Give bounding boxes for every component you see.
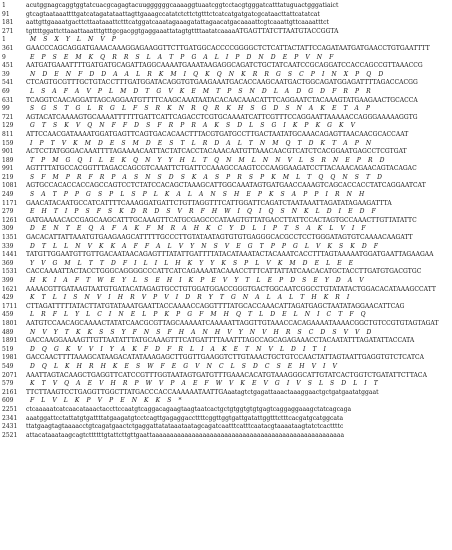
amino-acid-sequence: T P M G Q I L E K Q N Y Y H L T Q N M L N N V L S R N E P R D (30, 156, 387, 164)
position-number: 1621 (2, 285, 18, 293)
protein-row (0, 311, 452, 320)
protein-row (0, 243, 452, 252)
protein-row (0, 225, 452, 234)
amino-acid-sequence: L S A F A V P L M D T G V K E M T P S N D L A D G D F R P R (30, 87, 374, 95)
protein-row (0, 397, 452, 406)
amino-acid-sequence: K T L I S N V I H R V P V I D R Y T G N A L A L T H K R I (30, 294, 352, 302)
position-number: 1171 (2, 199, 18, 207)
nucleotide-row (0, 79, 452, 88)
position-number: 219 (2, 173, 14, 181)
position-number: 39 (2, 70, 10, 78)
protein-row (0, 36, 452, 45)
nucleotide-sequence: aattgttgaaaatgacttcttaataaattctttcatggatcaaatagaaagatattagaacatgacaaaattcgtcaaattgttcaaaatttct (26, 19, 329, 27)
position-number: 159 (2, 139, 14, 147)
position-number: 1081 (2, 182, 18, 190)
protein-row (0, 208, 452, 217)
nucleotide-row (0, 148, 452, 157)
position-number: 451 (2, 62, 14, 70)
amino-acid-sequence: D Q G K V V I Y A K F D F R L I A K E T N V L D I T I (30, 345, 329, 353)
nucleotide-sequence: gtcagtaataaattttgatcatagatataattagttgaaagccatatctcttctgtttctcatcatgatgatcgcataacttattcatatcat (26, 10, 320, 18)
position-number: 549 (2, 362, 14, 370)
nucleotide-row (0, 432, 452, 441)
sequence-figure (0, 2, 452, 440)
protein-row (0, 380, 452, 389)
nucleotide-sequence: CTTAGATTTTTATACTTATGTATAAATGAATTACCAAAACCAGGTTTTATGCACCAAACATTAGATGAGCTAATATAGGAACATTCAG (26, 302, 405, 310)
nucleotide-row (0, 423, 452, 432)
position-number: 1711 (2, 302, 18, 310)
position-number: 69 (2, 87, 10, 95)
nucleotide-sequence: ctcaaaaatcatcaacataaactaccttccaatgtcaggacagaagtaagtaatcactgctgtggtgtgtgagtcaggaggaaagctatcagcaga (26, 405, 352, 413)
nucleotide-row (0, 286, 452, 295)
position-number: 2341 (2, 414, 18, 422)
nucleotide-sequence: CACCAAAATTACTACCTGGGCAGGGGCCCATTCATCAGAAAATACAAACCTTTCATTATTATCAACACATGCTACCTTGATGTGACGTGC (26, 268, 422, 276)
protein-row (0, 88, 452, 97)
position-number: 1801 (2, 319, 18, 327)
nucleotide-row (0, 19, 452, 28)
position-number: 2251 (2, 405, 18, 413)
protein-row (0, 329, 452, 338)
nucleotide-sequence: tgttttggattcttaaattaaatttgtttgcgacggtgaggaaattatagtgttttaatatcaaaaATGAGTTATCTTAATGTACCGGTA (26, 27, 339, 35)
position-number: 459 (2, 311, 14, 319)
nucleotide-row (0, 354, 452, 363)
protein-row (0, 346, 452, 355)
position-number: 429 (2, 294, 14, 302)
protein-row (0, 363, 452, 372)
position-number: 631 (2, 96, 14, 104)
nucleotide-row (0, 2, 452, 11)
position-number: 1261 (2, 216, 18, 224)
nucleotide-row (0, 303, 452, 312)
amino-acid-sequence: S G S T G L R G L F S R K N R Q R K H S G D S N A K E T A P (30, 105, 373, 113)
protein-row (0, 260, 452, 269)
nucleotide-row (0, 97, 452, 106)
position-number: 369 (2, 259, 14, 267)
amino-acid-sequence: D Q L K H R H K E S W F E G V N C L S D C S E H V I V (30, 362, 340, 370)
position-number: 609 (2, 397, 14, 405)
position-number: 361 (2, 44, 14, 52)
amino-acid-sequence: G T S K V Q N F F D S F R P R A K S D L S G I K P K G K V (30, 122, 358, 130)
position-number: 489 (2, 328, 14, 336)
position-number: 721 (2, 113, 14, 121)
position-number: 271 (2, 27, 14, 35)
nucleotide-row (0, 182, 452, 191)
nucleotide-sequence: AATGTCCAACAGCAAAACTATATCAACGCGTTAGCAAAAATCAAAAATTAGGTTGTAAACCACAGAAAATAAAACGGCTGTCCGTGTAGTAGAT (26, 319, 439, 327)
protein-row (0, 54, 452, 63)
nucleotide-sequence: GACCAACTTTTAAAGCATAAGACATATAAAGAGCTTGGTTGAAGGTCTTGTAAACTGCTGTCCAACTATTAGTAATTGAGGTGTCTCATCA (26, 354, 425, 362)
nucleotide-row (0, 165, 452, 174)
nucleotide-row (0, 28, 452, 37)
position-number: 579 (2, 380, 14, 388)
position-number: 129 (2, 122, 14, 130)
amino-acid-sequence: M S X Y L N V P (30, 36, 119, 44)
nucleotide-row (0, 251, 452, 260)
position-number: 189 (2, 156, 14, 164)
amino-acid-sequence: D E N T E Q A F A K F M R A H K C Y D L I P T S A K L V I F (30, 225, 369, 233)
nucleotide-row (0, 114, 452, 123)
nucleotide-sequence: AAATTAGTACAAGCTGAGGTTCATCCGTTTGGTAATAGTGATGTTTGAAACACATGTAAAGGGCATTGTATCACTGGTCTGATATTCTTACA (26, 371, 427, 379)
position-number: 2071 (2, 371, 18, 379)
nucleotide-row (0, 406, 452, 415)
nucleotide-row (0, 268, 452, 277)
position-number: 1 (2, 36, 6, 44)
position-number: 2431 (2, 423, 18, 431)
nucleotide-sequence: GAACATACAATGCCATCATTTTCAAAGGATGATTCTGTTAGGTTTCATTGGATTCAGATCTAATAAATTAGATATAGAAGATTTA (26, 199, 392, 207)
nucleotide-sequence: ttatgaagtagtaaaacctgtcagatgaactctgaggattatataaataatagcagatcaatttcatttcaatacgtaaaataagtatctcacttttc (26, 423, 344, 431)
nucleotide-sequence: CTCAGTGCGTTTGCTGTACCTTTGATGGATACAGGTGTGAAGAAATGACACCAAGCAATGACTGGCAGATGGAGATTTTAGACCACGG (26, 79, 418, 87)
nucleotide-sequence: AAAACGTTGATAAGTAATGTGATACATAGAGTGCCTGTGGATGGACCGGGTGACTGGCAATCGGCCTGTATATACTGGACACATAAAGCCATT (26, 285, 436, 293)
nucleotide-sequence: GATGAAAACACCGAGCAAGCATTTGCAAAGTTCATGCGAGCCCATAAGTGTTATGACCTTATTCCACTAGTGCCAAACTTGTTATATTC (26, 216, 417, 224)
protein-row (0, 140, 452, 149)
nucleotide-sequence: TCAGGTCAACAGGATTAGCAGGAATGTTTTCAAGCAAATAATACACAACAAACATTTCAGGAATCTACAAAGTATGAAGAACTGCACCA (26, 96, 418, 104)
position-number: 9 (2, 53, 6, 61)
position-number: 1 (2, 2, 6, 9)
nucleotide-row (0, 234, 452, 243)
nucleotide-sequence: AGTGCCACACCACCAGCCAGTCCTCTATCCACAGCTAAAGCATTGGCAAATAGTGATGAACCAAAGTCAGCACCACCTATCAGGAATCAT (26, 182, 426, 190)
nucleotide-sequence: aaatggattcctattatgtgattttatgaagatgtcctcagttgagaggaccttttcggttggtgattgatattggtttctttcacgatgcatggcata (26, 414, 344, 422)
nucleotide-row (0, 389, 452, 398)
amino-acid-sequence: D T L L N V K K A F F A L V Y N S V E G T P P G L V K S K D F (30, 242, 381, 250)
position-number: 279 (2, 208, 14, 216)
protein-row (0, 71, 452, 80)
nucleotide-row (0, 337, 452, 346)
nucleotide-sequence: ATTCCAACGATAAAATGGATGAGTTCAGTGACACAACTTTACGTGATGCCTTGACTAATATGCAAACAGAGTTAACAACGCACCAAT (26, 130, 409, 138)
position-number: 991 (2, 165, 14, 173)
amino-acid-sequence: N D E N F D D A A L R K M I Q K Q N K R R G S C P I N X P Q D (30, 70, 386, 78)
position-number: 1351 (2, 234, 18, 242)
nucleotide-row (0, 320, 452, 329)
nucleotide-sequence: attacataaataagcagtcttttttgtattcttgttgaattaaaaaaaaaaaaaaaaaaaaaaaaaaaaaaaaaaaaaaaaaaaaaaaaaaaaa (26, 431, 345, 439)
position-number: 541 (2, 79, 14, 87)
protein-row (0, 294, 452, 303)
amino-acid-sequence: E P S E M K Q R R S L A T P G A L I P D N D E P V N F (30, 53, 336, 61)
protein-row (0, 174, 452, 183)
protein-row (0, 191, 452, 200)
nucleotide-sequence: TATGTTGGAATGTTGTTGACAATAACAGAGTTTATATTGATTTTATACATAAATACTACAAATCACCTTTAGTAAAAATGGATGAATTAGAAGAA (26, 251, 434, 259)
nucleotide-row (0, 131, 452, 140)
amino-acid-sequence: Y V G M L T T D F I L I L H K Y Y K S P L V K M D E L E E (30, 259, 356, 267)
protein-row (0, 157, 452, 166)
position-number: 1981 (2, 354, 18, 362)
protein-row (0, 105, 452, 114)
nucleotide-row (0, 45, 452, 54)
nucleotide-row (0, 372, 452, 381)
nucleotide-sequence: TTCTTAAGTCCTGAGGTTGGCTTATGACCCACCAAAAAATAATTGAaatagtctgagattaaactaaaggaactgctgatgaatatggaat (26, 388, 379, 396)
amino-acid-sequence: I P T V K M D E S M D E S T L R D A L T N M Q T D K T A P N (30, 139, 374, 147)
nucleotide-row (0, 217, 452, 226)
nucleotide-row (0, 415, 452, 424)
position-number: 1891 (2, 337, 18, 345)
position-number: 339 (2, 242, 14, 250)
amino-acid-sequence: F L V L K P V P E N K K S * (30, 397, 185, 405)
position-number: 399 (2, 277, 14, 284)
position-number: 309 (2, 225, 14, 233)
amino-acid-sequence: S F M P R F R P A S N S D S K A S P R S P K M L T Q Q N S T D (30, 173, 385, 181)
position-number: 2161 (2, 388, 18, 396)
amino-acid-sequence: L R F L Y L C I N E L P K P G F M H Q T L D E L N I C T F Q (30, 311, 369, 319)
nucleotide-sequence: AATGATGAAATTTTGATGATGCAGATTAGGCAAAATGAAATAAGAGGCAGATCTGCTATCAATCCGCAGGATCCACCAGCCGTTAAACCG (26, 62, 423, 70)
position-number: 811 (2, 130, 14, 138)
position-number: 1441 (2, 251, 18, 259)
nucleotide-sequence: GAACCCAGCAGGATGAAACAAAGGAGAAGGTTCTTGATGGCACCCCGGGGCTCTCATTACTATTCCAGATAATGATGAACCTGTGAATTTT (26, 44, 430, 52)
nucleotide-row (0, 200, 452, 209)
nucleotide-sequence: ACTCCTATGGGACAAATTTTAGAAAACAATTACTATCACCTACAAACAATGTTAAACAACGTCATCTCACGGAATGAGCCTCGTGAT (26, 148, 407, 156)
position-number: 519 (2, 345, 14, 353)
protein-row (0, 122, 452, 131)
amino-acid-sequence: N V Y T K K S S Y F N S F H A N H V Y N V H R S C D S V V D (30, 328, 374, 336)
nucleotide-row (0, 62, 452, 71)
nucleotide-sequence: AGTACATCAAAAGTGCAAAATTTTTTGATTCATTCAGACCTCGTGCAAAATCATTCGTTTCCAGGAATTAAAAACCAGGGAAAAAGGTG (26, 113, 418, 121)
nucleotide-sequence: acutggnagcaggtggtatcuacgcagagtacuuggggggcaaaaggtuaatcggtcctacgtgggatcatttatuguactgggatiaict (26, 2, 339, 9)
nucleotide-sequence: AGTTTTATGCCACGGTTTAGACCAGCGTCAAATTCTGATTCCAAAGCCAAGTCCCAAGGAAGATCCTTACAAACAGAACAGTACAGAC (26, 165, 417, 173)
position-number: 99 (2, 105, 10, 113)
protein-row (0, 277, 452, 286)
nucleotide-sequence: GACACATTATTAAATGTGAAGAAGCATTTTTGCCCTTGTATAATAGTGTGTGAGGGCACGCCTCCTGGGATAGTGTCAAAACAAGATT (26, 234, 413, 242)
amino-acid-sequence: H K I A F T W E Y L S E H I K P E V Y T L E P D S E Y D A V (30, 277, 367, 284)
position-number: 249 (2, 191, 14, 199)
position-number: 1531 (2, 268, 18, 276)
amino-acid-sequence: E H T I P S F S K D R D S V R F H W I Q I Q S N K L D I E D F (30, 208, 379, 216)
position-number: 2521 (2, 431, 18, 439)
nucleotide-row (0, 11, 452, 20)
position-number: 181 (2, 19, 14, 27)
nucleotide-sequence: GACCAAGGAAAAGTTGTTAATATTTATGCAAAGTTTCATGATTTTAAATTTAGCCAGCAGAGAAACCTACAATATTTAGATATTACCATA (26, 337, 415, 345)
position-number: 901 (2, 148, 14, 156)
position-number: 91 (2, 10, 10, 18)
amino-acid-sequence: K T V Q A E V H R P W V P A E F W V K E V G I V S L S D L I T (30, 380, 381, 388)
amino-acid-sequence: S A T P P G S P L S P L K A L A N S H E P K S A P P I R N H (30, 191, 367, 199)
